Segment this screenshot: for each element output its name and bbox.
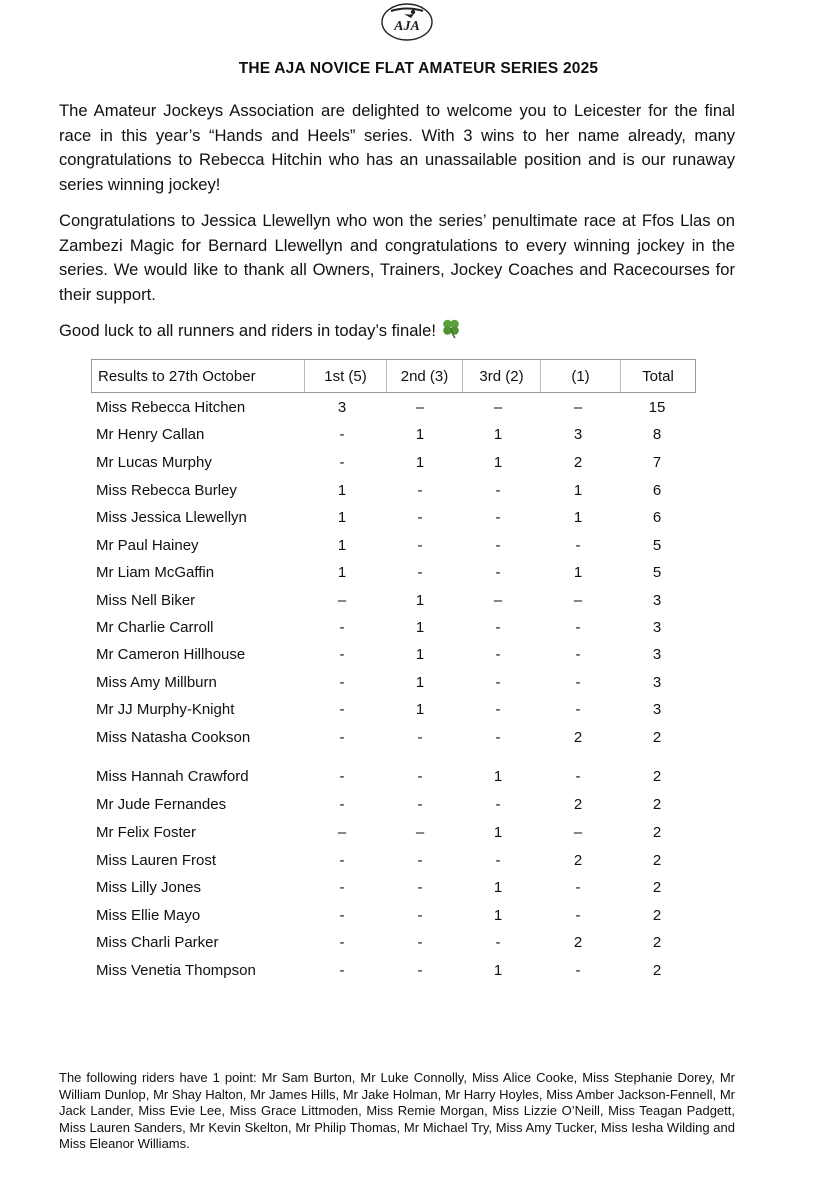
table-row	[0, 506, 837, 530]
fourth-place-count: -	[575, 879, 581, 896]
table-row	[0, 479, 837, 503]
table-row	[0, 561, 837, 585]
header-4th: (1)	[540, 360, 620, 392]
second-place-count: –	[415, 399, 425, 416]
intro-paragraph: The Amateur Jockeys Association are delighted to welcome you to Leicester for the final race in this year’s “Hands and Heels” series. With 3 wins to her name already, many congratulations to Rebecca Hitchin who has an unassailable position and is our runaway series winning jockey!	[59, 101, 735, 194]
rider-name: Mr Henry Callan	[96, 426, 205, 443]
third-place-count: -	[495, 852, 501, 869]
total-points: 2	[652, 768, 662, 785]
first-place-count: 1	[337, 482, 347, 499]
table-row	[0, 643, 837, 667]
table-row	[0, 765, 837, 789]
fourth-place-count: -	[575, 768, 581, 785]
second-place-count: 1	[415, 646, 425, 663]
table-row	[0, 671, 837, 695]
third-place-count: 1	[493, 879, 503, 896]
rider-name: Mr JJ Murphy-Knight	[96, 701, 235, 718]
total-points: 7	[652, 454, 662, 471]
total-points: 5	[652, 537, 662, 554]
fourth-place-count: -	[575, 646, 581, 663]
rider-name: Miss Natasha Cookson	[96, 729, 251, 746]
first-place-count: -	[339, 674, 345, 691]
third-place-count: -	[495, 701, 501, 718]
second-place-count: -	[417, 509, 423, 526]
rider-name: Miss Charli Parker	[96, 934, 219, 951]
third-place-count: 1	[493, 907, 503, 924]
first-place-count: –	[337, 592, 347, 609]
total-points: 6	[652, 509, 662, 526]
second-place-count: 1	[415, 701, 425, 718]
fourth-place-count: -	[575, 907, 581, 924]
first-place-count: -	[339, 962, 345, 979]
fourth-place-count: -	[575, 701, 581, 718]
congratulations-paragraph: Congratulations to Jessica Llewellyn who won the series’ penultimate race at Ffos Llas on Zambezi Magic for Bernard Llewellyn and congratulations to every winning jockey in the series. We would like to thank all Owners, Trainers, Jockey Coaches and Racecourses for their support.	[59, 211, 735, 304]
total-points: 2	[652, 907, 662, 924]
second-place-count: -	[417, 482, 423, 499]
third-place-count: 1	[493, 454, 503, 471]
rider-name: Mr Liam McGaffin	[96, 564, 215, 581]
third-place-count: -	[495, 646, 501, 663]
fourth-place-count: -	[575, 674, 581, 691]
third-place-count: -	[495, 729, 501, 746]
first-place-count: 1	[337, 564, 347, 581]
table-row	[0, 821, 837, 845]
rider-name: Mr Felix Foster	[96, 824, 197, 841]
rider-name: Miss Amy Millburn	[96, 674, 217, 691]
total-points: 15	[648, 399, 666, 416]
third-place-count: –	[493, 592, 503, 609]
fourth-place-count: 2	[573, 796, 583, 813]
second-place-count: -	[417, 768, 423, 785]
first-place-count: -	[339, 646, 345, 663]
table-row	[0, 396, 837, 420]
rider-name: Miss Ellie Mayo	[96, 907, 201, 924]
rider-name: Miss Rebecca Burley	[96, 482, 237, 499]
table-row	[0, 904, 837, 928]
first-place-count: -	[339, 729, 345, 746]
third-place-count: -	[495, 796, 501, 813]
total-points: 2	[652, 962, 662, 979]
total-points: 3	[652, 701, 662, 718]
total-points: 3	[652, 619, 662, 636]
header-2nd: 2nd (3)	[386, 360, 462, 392]
second-place-count: 1	[415, 619, 425, 636]
rider-name: Mr Paul Hainey	[96, 537, 199, 554]
one-point-riders-note: The following riders have 1 point: Mr Sam Burton, Mr Luke Connolly, Miss Alice Cooke, Miss Stephanie Dorey, Mr William Dunlop, Mr Shay Halton, Mr James Hills, Mr Jake Holman, Mr Harry Hoyles, Miss Amber Jackson-Fennell, Mr Jack Lander, Miss Evie Lee, Miss Grace Littmoden, Miss Remie Morgan, Miss Lizzie O’Neill, Miss Teagan Padgett, Miss Lauren Sanders, Mr Kevin Skelton, Mr Philip Thomas, Mr Michael Try, Miss Amy Tucker, Miss Iesha Wilding and Miss Eleanor Williams.	[59, 1070, 735, 1151]
second-place-count: -	[417, 962, 423, 979]
third-place-count: -	[495, 482, 501, 499]
third-place-count: –	[493, 399, 503, 416]
first-place-count: -	[339, 907, 345, 924]
rider-name: Miss Lilly Jones	[96, 879, 202, 896]
fourth-place-count: 2	[573, 934, 583, 951]
table-row	[0, 616, 837, 640]
third-place-count: -	[495, 564, 501, 581]
second-place-count: -	[417, 852, 423, 869]
aja-logo	[380, 2, 434, 42]
third-place-count: 1	[493, 768, 503, 785]
fourth-place-count: 2	[573, 729, 583, 746]
fourth-place-count: -	[575, 962, 581, 979]
rider-name: Mr Jude Fernandes	[96, 796, 227, 813]
first-place-count: -	[339, 934, 345, 951]
second-place-count: 1	[415, 426, 425, 443]
fourth-place-count: 2	[573, 852, 583, 869]
table-row	[0, 876, 837, 900]
third-place-count: 1	[493, 962, 503, 979]
table-row	[0, 931, 837, 955]
rider-name: Mr Lucas Murphy	[96, 454, 212, 471]
table-row	[0, 698, 837, 722]
table-row	[0, 451, 837, 475]
fourth-place-count: –	[573, 824, 583, 841]
total-points: 3	[652, 592, 662, 609]
header-3rd: 3rd (2)	[462, 360, 540, 392]
first-place-count: -	[339, 701, 345, 718]
rider-name: Miss Venetia Thompson	[96, 962, 256, 979]
header-results-date: Results to 27th October	[98, 367, 256, 385]
second-place-count: -	[417, 796, 423, 813]
first-place-count: -	[339, 454, 345, 471]
total-points: 2	[652, 824, 662, 841]
table-row	[0, 534, 837, 558]
third-place-count: -	[495, 509, 501, 526]
first-place-count: -	[339, 796, 345, 813]
rider-name: Miss Rebecca Hitchen	[96, 399, 246, 416]
first-place-count: 1	[337, 509, 347, 526]
rider-name: Mr Charlie Carroll	[96, 619, 214, 636]
second-place-count: -	[417, 907, 423, 924]
total-points: 3	[652, 674, 662, 691]
good-luck-text: Good luck to all runners and riders in today’s finale!	[59, 321, 436, 340]
total-points: 2	[652, 879, 662, 896]
four-leaf-clover-icon	[440, 317, 462, 347]
second-place-count: -	[417, 934, 423, 951]
second-place-count: -	[417, 729, 423, 746]
second-place-count: -	[417, 879, 423, 896]
results-table-header	[91, 359, 696, 393]
third-place-count: -	[495, 934, 501, 951]
second-place-count: -	[417, 537, 423, 554]
table-row	[0, 423, 837, 447]
header-1st: 1st (5)	[304, 360, 386, 392]
rider-name: Miss Nell Biker	[96, 592, 196, 609]
rider-name: Miss Jessica Llewellyn	[96, 509, 247, 526]
first-place-count: -	[339, 879, 345, 896]
total-points: 3	[652, 646, 662, 663]
fourth-place-count: -	[575, 619, 581, 636]
total-points: 2	[652, 934, 662, 951]
fourth-place-count: 1	[573, 482, 583, 499]
table-row	[0, 726, 837, 750]
third-place-count: 1	[493, 426, 503, 443]
second-place-count: 1	[415, 674, 425, 691]
first-place-count: -	[339, 619, 345, 636]
fourth-place-count: –	[573, 592, 583, 609]
rider-name: Miss Hannah Crawford	[96, 768, 249, 785]
good-luck-paragraph	[59, 317, 735, 347]
total-points: 6	[652, 482, 662, 499]
fourth-place-count: 1	[573, 564, 583, 581]
total-points: 2	[652, 796, 662, 813]
second-place-count: 1	[415, 454, 425, 471]
fourth-place-count: 1	[573, 509, 583, 526]
third-place-count: -	[495, 674, 501, 691]
fourth-place-count: –	[573, 399, 583, 416]
first-place-count: -	[339, 852, 345, 869]
first-place-count: –	[337, 824, 347, 841]
total-points: 2	[652, 852, 662, 869]
table-row	[0, 959, 837, 983]
first-place-count: 1	[337, 537, 347, 554]
table-row	[0, 849, 837, 873]
second-place-count: 1	[415, 592, 425, 609]
header-total: Total	[620, 360, 695, 392]
first-place-count: 3	[337, 399, 347, 416]
rider-name: Mr Cameron Hillhouse	[96, 646, 246, 663]
total-points: 8	[652, 426, 662, 443]
fourth-place-count: 2	[573, 454, 583, 471]
first-place-count: -	[339, 768, 345, 785]
table-row	[0, 589, 837, 613]
total-points: 5	[652, 564, 662, 581]
second-place-count: -	[417, 564, 423, 581]
logo-text: AJA	[394, 19, 420, 34]
total-points: 2	[652, 729, 662, 746]
third-place-count: 1	[493, 824, 503, 841]
second-place-count: –	[415, 824, 425, 841]
third-place-count: -	[495, 619, 501, 636]
fourth-place-count: -	[575, 537, 581, 554]
first-place-count: -	[339, 426, 345, 443]
rider-name: Miss Lauren Frost	[96, 852, 217, 869]
fourth-place-count: 3	[573, 426, 583, 443]
third-place-count: -	[495, 537, 501, 554]
table-row	[0, 793, 837, 817]
page-title: THE AJA NOVICE FLAT AMATEUR SERIES 2025	[238, 60, 599, 77]
